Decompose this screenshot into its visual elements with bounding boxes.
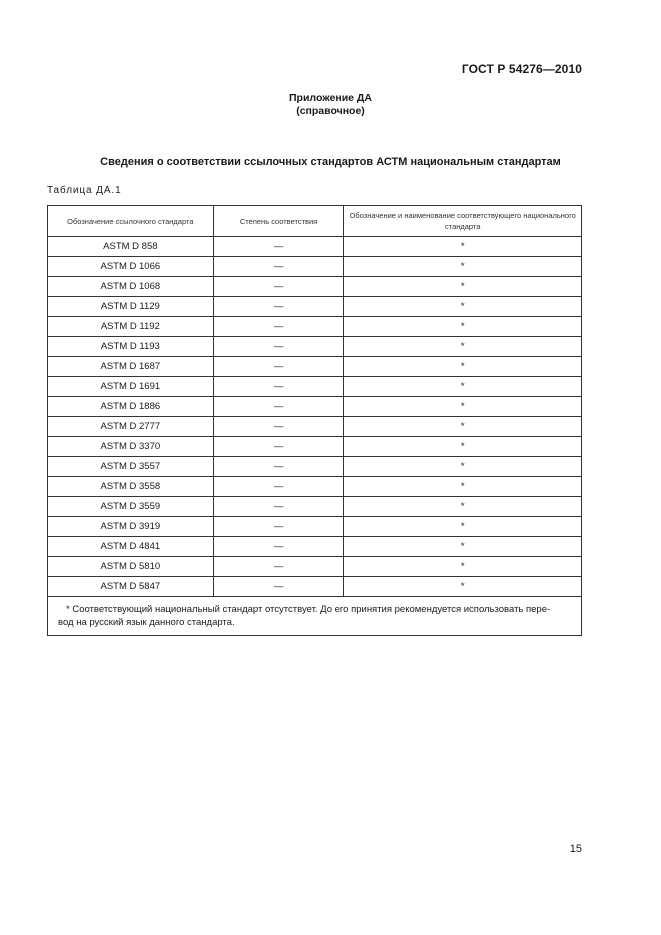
cell-national: * bbox=[344, 537, 582, 557]
table-row bbox=[48, 397, 582, 417]
footnote-row bbox=[48, 597, 582, 636]
cell-degree: — bbox=[213, 457, 344, 477]
appendix-subtitle: (справочное) bbox=[296, 105, 365, 117]
cell-degree: — bbox=[213, 377, 344, 397]
cell-degree: — bbox=[213, 257, 344, 277]
cell-designation: ASTM D 3558 bbox=[48, 477, 214, 497]
cell-national: * bbox=[344, 437, 582, 457]
section-title: Сведения о соответствии ссылочных стандартов АСТМ национальным стандартам bbox=[100, 156, 561, 168]
table-row bbox=[48, 277, 582, 297]
cell-designation: ASTM D 1687 bbox=[48, 357, 214, 377]
cell-designation: ASTM D 1193 bbox=[48, 337, 214, 357]
cell-degree: — bbox=[213, 557, 344, 577]
cell-degree: — bbox=[213, 277, 344, 297]
table-row bbox=[48, 437, 582, 457]
cell-designation: ASTM D 5847 bbox=[48, 577, 214, 597]
cell-national: * bbox=[344, 357, 582, 377]
footnote-line-1: * Соответствующий национальный стандарт отсутствует. До его принятия рекомендуется использовать пере- bbox=[66, 604, 551, 615]
header-degree: Степень соответствия bbox=[213, 206, 344, 237]
cell-designation: ASTM D 3919 bbox=[48, 517, 214, 537]
cell-national: * bbox=[344, 497, 582, 517]
cell-degree: — bbox=[213, 357, 344, 377]
cell-national: * bbox=[344, 237, 582, 257]
cell-national: * bbox=[344, 397, 582, 417]
cell-national: * bbox=[344, 577, 582, 597]
cell-designation: ASTM D 858 bbox=[48, 237, 214, 257]
cell-national: * bbox=[344, 337, 582, 357]
cell-national: * bbox=[344, 297, 582, 317]
cell-national: * bbox=[344, 317, 582, 337]
cell-designation: ASTM D 1066 bbox=[48, 257, 214, 277]
cell-degree: — bbox=[213, 537, 344, 557]
cell-designation: ASTM D 3370 bbox=[48, 437, 214, 457]
table-row bbox=[48, 317, 582, 337]
page-number: 15 bbox=[569, 843, 582, 855]
cell-designation: ASTM D 4841 bbox=[48, 537, 214, 557]
table-row bbox=[48, 457, 582, 477]
table-header-row bbox=[48, 206, 582, 237]
cell-degree: — bbox=[213, 337, 344, 357]
cell-national: * bbox=[344, 277, 582, 297]
header-designation: Обозначение ссылочного стандарта bbox=[48, 206, 214, 237]
cell-designation: ASTM D 5810 bbox=[48, 557, 214, 577]
table-row bbox=[48, 297, 582, 317]
cell-degree: — bbox=[213, 317, 344, 337]
appendix-heading bbox=[0, 92, 661, 118]
cell-degree: — bbox=[213, 517, 344, 537]
cell-national: * bbox=[344, 257, 582, 277]
table-row bbox=[48, 357, 582, 377]
cell-degree: — bbox=[213, 437, 344, 457]
header-national: Обозначение и наименование соответствующего национального стандарта bbox=[344, 206, 582, 237]
cell-designation: ASTM D 2777 bbox=[48, 417, 214, 437]
cell-designation: ASTM D 3559 bbox=[48, 497, 214, 517]
cell-national: * bbox=[344, 557, 582, 577]
appendix-title: Приложение ДА bbox=[289, 92, 372, 104]
cell-designation: ASTM D 1886 bbox=[48, 397, 214, 417]
table-row bbox=[48, 377, 582, 397]
table-label: Таблица ДА.1 bbox=[47, 185, 122, 196]
standards-table bbox=[47, 205, 582, 636]
cell-degree: — bbox=[213, 297, 344, 317]
cell-degree: — bbox=[213, 417, 344, 437]
cell-degree: — bbox=[213, 577, 344, 597]
cell-degree: — bbox=[213, 497, 344, 517]
table-row bbox=[48, 477, 582, 497]
footnote-line-2: вод на русский язык данного стандарта. bbox=[58, 617, 235, 628]
cell-degree: — bbox=[213, 237, 344, 257]
cell-national: * bbox=[344, 417, 582, 437]
cell-designation: ASTM D 1691 bbox=[48, 377, 214, 397]
table-row bbox=[48, 517, 582, 537]
cell-national: * bbox=[344, 517, 582, 537]
table-row bbox=[48, 577, 582, 597]
table-row bbox=[48, 497, 582, 517]
cell-designation: ASTM D 1068 bbox=[48, 277, 214, 297]
table-row bbox=[48, 237, 582, 257]
cell-designation: ASTM D 1129 bbox=[48, 297, 214, 317]
cell-national: * bbox=[344, 457, 582, 477]
cell-national: * bbox=[344, 377, 582, 397]
cell-designation: ASTM D 1192 bbox=[48, 317, 214, 337]
table-row bbox=[48, 337, 582, 357]
table-footnote bbox=[48, 597, 582, 636]
document-number: ГОСТ Р 54276—2010 bbox=[461, 62, 582, 76]
table-row bbox=[48, 557, 582, 577]
cell-degree: — bbox=[213, 477, 344, 497]
table-row bbox=[48, 257, 582, 277]
table-row bbox=[48, 537, 582, 557]
table-row bbox=[48, 417, 582, 437]
cell-designation: ASTM D 3557 bbox=[48, 457, 214, 477]
cell-national: * bbox=[344, 477, 582, 497]
cell-degree: — bbox=[213, 397, 344, 417]
